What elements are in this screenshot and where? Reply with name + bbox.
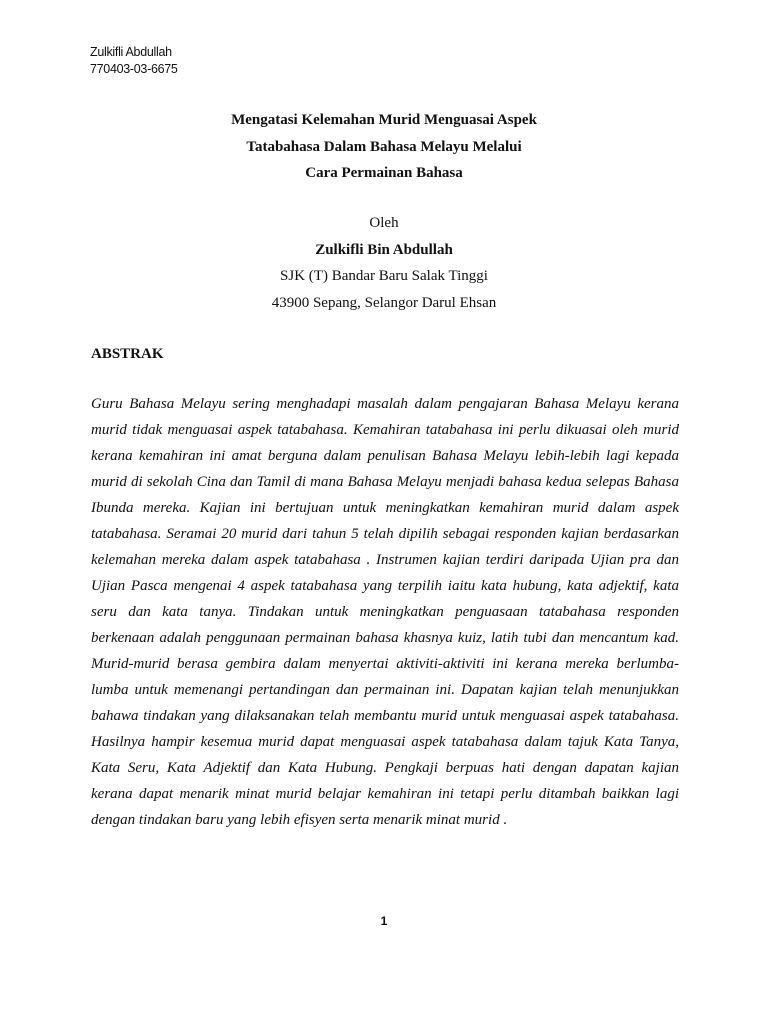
abstract-line: Murid-murid berasa gembira dalam menyertai aktiviti-aktiviti ini kerana mereka berlumba-	[91, 656, 679, 672]
school-name: SJK (T) Bandar Baru Salak Tinggi	[280, 268, 488, 284]
title-line-3: Cara Permainan Bahasa	[305, 165, 463, 181]
author-block	[0, 210, 768, 316]
abstract-line: kerana dapat menarik minat murid belajar kemahiran ini tetapi perlu ditambah baikkan lagi	[91, 786, 679, 802]
author-name-header: Zulkifli Abdullah	[90, 45, 172, 59]
abstract-line: Guru Bahasa Melayu sering menghadapi masalah dalam pengajaran Bahasa Melayu kerana	[91, 396, 679, 412]
author-id-number: 770403-03-6675	[90, 62, 178, 76]
abstract-line: bahawa tindakan yang dilaksanakan telah membantu murid untuk menguasai aspek tatabahasa.	[91, 708, 679, 724]
document-header	[90, 44, 178, 78]
abstract-line: Ibunda mereka. Kajian ini bertujuan untuk meningkatkan kemahiran murid dalam aspek	[91, 500, 679, 516]
title-line-1: Mengatasi Kelemahan Murid Menguasai Aspek	[231, 112, 537, 128]
abstract-line: berkenaan adalah penggunaan permainan bahasa khasnya kuiz, latih tubi dan mencantum kad.	[91, 630, 679, 646]
abstract-line: kelemahan mereka dalam aspek tatabahasa . Instrumen kajian terdiri daripada Ujian pra dan	[91, 552, 679, 568]
abstract-body	[91, 391, 679, 833]
page-number: 1	[380, 914, 388, 928]
abstract-line: murid di sekolah Cina dan Tamil di mana Bahasa Melayu menjadi bahasa kedua selepas Bahasa	[91, 474, 679, 490]
abstract-heading: ABSTRAK	[91, 346, 164, 362]
abstract-line: dengan tindakan baru yang lebih efisyen serta menarik minat murid .	[91, 812, 508, 828]
abstract-line: Ujian Pasca mengenai 4 aspek tatabahasa yang terpilih iaitu kata hubung, kata adjektif, kata	[91, 578, 679, 594]
school-address: 43900 Sepang, Selangor Darul Ehsan	[271, 294, 497, 311]
abstract-line: Kata Seru, Kata Adjektif dan Kata Hubung. Pengkaji berpuas hati dengan dapatan kajian	[91, 760, 679, 776]
abstract-line: Hasilnya hampir kesemua murid dapat menguasai aspek tatabahasa dalam tajuk Kata Tanya,	[91, 734, 679, 750]
abstract-line: tatabahasa. Seramai 20 murid dari tahun 5 telah dipilih sebagai responden kajian berdasarkan	[91, 526, 679, 542]
abstract-line: murid tidak menguasai aspek tatabahasa. Kemahiran tatabahasa ini perlu dikuasai oleh murid	[91, 422, 679, 438]
by-label: Oleh	[369, 215, 399, 231]
author-name: Zulkifli Bin Abdullah	[315, 241, 453, 258]
abstract-line: lumba untuk memenangi pertandingan dan permainan ini. Dapatan kajian telah menunjukkan	[91, 682, 679, 698]
abstract-line: seru dan kata tanya. Tindakan untuk meningkatkan penguasaan tatabahasa responden	[91, 604, 679, 620]
title-line-2: Tatabahasa Dalam Bahasa Melayu Melalui	[246, 138, 522, 155]
document-title	[0, 107, 768, 187]
abstract-line: kerana kemahiran ini amat berguna dalam penulisan Bahasa Melayu lebih-lebih lagi kepada	[91, 448, 679, 464]
